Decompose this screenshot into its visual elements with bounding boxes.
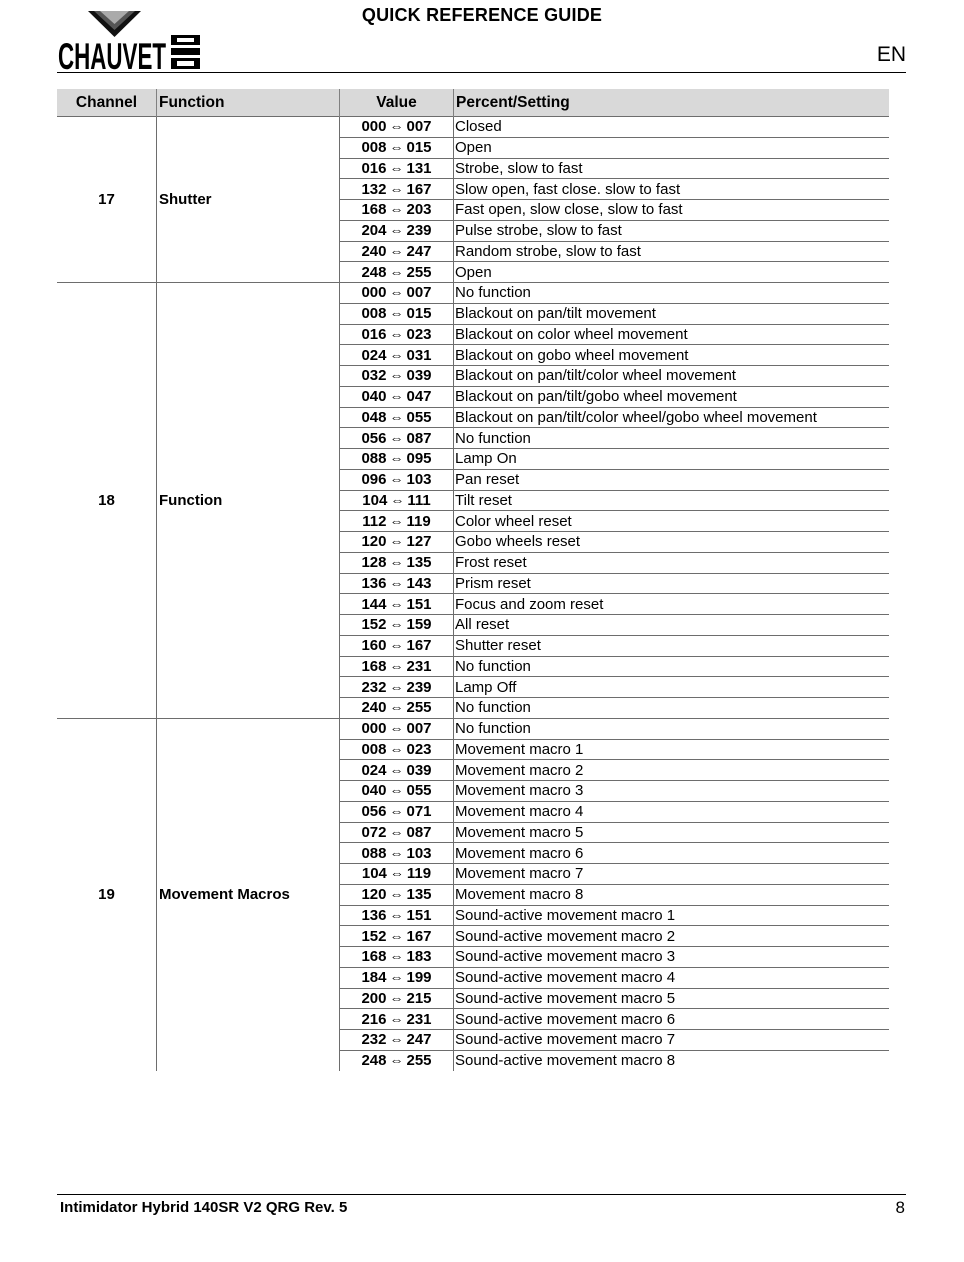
- range-arrow-icon: ⇔: [389, 886, 404, 903]
- setting-description: Movement macro 8: [454, 884, 890, 905]
- range-start: 168: [361, 201, 387, 219]
- range-end: 151: [406, 906, 432, 924]
- table-row: [57, 718, 889, 739]
- value-range: [340, 283, 454, 304]
- range-end: 239: [406, 222, 432, 240]
- setting-description: Strobe, slow to fast: [454, 158, 890, 179]
- range-arrow-icon: ⇔: [389, 512, 404, 529]
- value-range: [340, 1030, 454, 1051]
- range-end: 247: [406, 242, 432, 260]
- range-arrow-icon: ⇔: [389, 450, 404, 467]
- column-header-function: Function: [157, 89, 340, 117]
- range-start: 032: [361, 367, 387, 385]
- value-range: [340, 407, 454, 428]
- range-start: 104: [361, 865, 387, 883]
- value-range: [340, 615, 454, 636]
- table-header-row: [57, 89, 889, 117]
- range-end: 071: [406, 803, 432, 821]
- setting-description: Pan reset: [454, 469, 890, 490]
- value-range: [340, 117, 454, 138]
- value-range: [340, 988, 454, 1009]
- range-arrow-icon: ⇔: [389, 927, 404, 944]
- range-end: 183: [406, 948, 432, 966]
- range-start: 072: [361, 823, 387, 841]
- range-end: 007: [406, 284, 432, 302]
- value-range: [340, 552, 454, 573]
- channel-function: Function: [157, 283, 340, 719]
- value-range: [340, 1050, 454, 1070]
- range-arrow-icon: ⇔: [389, 429, 404, 446]
- value-range: [340, 200, 454, 221]
- range-start: 088: [361, 844, 387, 862]
- setting-description: Movement macro 5: [454, 822, 890, 843]
- table-body: [57, 117, 889, 1071]
- range-arrow-icon: ⇔: [389, 574, 404, 591]
- range-start: 184: [361, 969, 387, 987]
- range-end: 087: [406, 823, 432, 841]
- range-arrow-icon: ⇔: [389, 263, 404, 280]
- range-start: 000: [361, 284, 387, 302]
- range-end: 131: [406, 159, 432, 177]
- setting-description: Blackout on pan/tilt movement: [454, 303, 890, 324]
- range-arrow-icon: ⇔: [389, 1010, 404, 1027]
- value-range: [340, 635, 454, 656]
- value-range: [340, 822, 454, 843]
- range-end: 007: [406, 118, 432, 136]
- range-arrow-icon: ⇔: [389, 948, 404, 965]
- range-arrow-icon: ⇔: [389, 823, 404, 840]
- setting-description: Sound-active movement macro 1: [454, 905, 890, 926]
- value-range: [340, 345, 454, 366]
- range-end: 031: [406, 346, 432, 364]
- channel-number: 19: [57, 718, 157, 1070]
- range-start: 008: [361, 139, 387, 157]
- range-arrow-icon: ⇔: [389, 969, 404, 986]
- setting-description: No function: [454, 718, 890, 739]
- range-end: 039: [406, 367, 432, 385]
- setting-description: Sound-active movement macro 5: [454, 988, 890, 1009]
- setting-description: Blackout on gobo wheel movement: [454, 345, 890, 366]
- setting-description: Gobo wheels reset: [454, 532, 890, 553]
- value-range: [340, 698, 454, 719]
- value-range: [340, 573, 454, 594]
- range-end: 127: [406, 533, 432, 551]
- range-end: 135: [406, 886, 432, 904]
- value-range: [340, 739, 454, 760]
- setting-description: Tilt reset: [454, 490, 890, 511]
- range-end: 047: [406, 388, 432, 406]
- value-range: [340, 428, 454, 449]
- setting-description: Sound-active movement macro 2: [454, 926, 890, 947]
- value-range: [340, 469, 454, 490]
- range-arrow-icon: ⇔: [389, 346, 404, 363]
- value-range: [340, 532, 454, 553]
- range-end: 015: [406, 139, 432, 157]
- range-arrow-icon: ⇔: [389, 678, 404, 695]
- setting-description: Prism reset: [454, 573, 890, 594]
- range-arrow-icon: ⇔: [389, 408, 404, 425]
- setting-description: No function: [455, 699, 531, 717]
- range-arrow-icon: ⇔: [389, 989, 404, 1006]
- range-start: 168: [361, 657, 387, 675]
- range-start: 016: [361, 325, 387, 343]
- range-start: 120: [361, 533, 387, 551]
- range-start: 240: [361, 242, 387, 260]
- setting-description: No function: [454, 428, 890, 449]
- range-start: 132: [361, 180, 387, 198]
- range-start: 248: [361, 263, 387, 281]
- range-end: 255: [406, 699, 432, 717]
- range-arrow-icon: ⇔: [389, 222, 404, 239]
- channel-number: 18: [57, 283, 157, 719]
- setting-description: Open: [455, 263, 492, 281]
- range-end: 167: [406, 637, 432, 655]
- range-arrow-icon: ⇔: [389, 720, 404, 737]
- column-header-setting: Percent/Setting: [454, 89, 890, 117]
- range-end: 151: [406, 595, 432, 613]
- value-range: [340, 947, 454, 968]
- range-arrow-icon: ⇔: [390, 491, 405, 508]
- range-arrow-icon: ⇔: [389, 595, 404, 612]
- value-range: [340, 137, 454, 158]
- range-start: 008: [361, 305, 387, 323]
- range-end: 247: [406, 1031, 432, 1049]
- range-arrow-icon: ⇔: [389, 865, 404, 882]
- range-start: 204: [361, 222, 387, 240]
- range-start: 248: [361, 1052, 387, 1070]
- channel-function: Movement Macros: [157, 718, 340, 1070]
- range-start: 000: [361, 118, 387, 136]
- setting-description: Sound-active movement macro 8: [455, 1052, 676, 1070]
- page-number: 8: [895, 1198, 905, 1217]
- setting-description: Focus and zoom reset: [454, 594, 890, 615]
- range-start: 128: [361, 554, 387, 572]
- range-end: 231: [406, 1010, 432, 1028]
- range-end: 199: [406, 969, 432, 987]
- range-end: 087: [406, 429, 432, 447]
- setting-description: Slow open, fast close. slow to fast: [454, 179, 890, 200]
- range-arrow-icon: ⇔: [389, 844, 404, 861]
- range-arrow-icon: ⇔: [389, 782, 404, 799]
- range-end: 007: [406, 720, 432, 738]
- range-start: 152: [361, 927, 387, 945]
- range-start: 240: [361, 699, 387, 717]
- setting-description: Pulse strobe, slow to fast: [454, 220, 890, 241]
- range-arrow-icon: ⇔: [389, 325, 404, 342]
- range-arrow-icon: ⇔: [389, 180, 404, 197]
- setting-description: Sound-active movement macro 4: [454, 967, 890, 988]
- range-start: 232: [361, 1031, 387, 1049]
- range-arrow-icon: ⇔: [389, 139, 404, 156]
- setting-description: Blackout on color wheel movement: [454, 324, 890, 345]
- range-arrow-icon: ⇔: [389, 1052, 404, 1069]
- value-range: [340, 781, 454, 802]
- setting-description: Movement macro 7: [454, 864, 890, 885]
- range-end: 055: [406, 408, 432, 426]
- range-arrow-icon: ⇔: [389, 761, 404, 778]
- value-range: [340, 884, 454, 905]
- range-arrow-icon: ⇔: [389, 699, 404, 716]
- setting-description: Open: [454, 137, 890, 158]
- value-range: [340, 801, 454, 822]
- range-start: 056: [361, 803, 387, 821]
- setting-description: Lamp Off: [454, 677, 890, 698]
- value-range: [340, 262, 454, 283]
- value-range: [340, 511, 454, 532]
- setting-description: Movement macro 2: [454, 760, 890, 781]
- setting-description: No function: [454, 283, 890, 304]
- range-start: 088: [361, 450, 387, 468]
- channel-function: Shutter: [157, 117, 340, 283]
- value-range: [340, 179, 454, 200]
- setting-description: Movement macro 4: [454, 801, 890, 822]
- range-start: 136: [361, 574, 387, 592]
- range-end: 103: [406, 471, 432, 489]
- range-end: 023: [406, 740, 432, 758]
- range-arrow-icon: ⇔: [389, 616, 404, 633]
- range-arrow-icon: ⇔: [389, 906, 404, 923]
- setting-description: Sound-active movement macro 3: [454, 947, 890, 968]
- range-end: 015: [406, 305, 432, 323]
- range-start: 232: [361, 678, 387, 696]
- setting-description: Blackout on pan/tilt/gobo wheel movement: [454, 386, 890, 407]
- value-range: [340, 324, 454, 345]
- range-start: 056: [361, 429, 387, 447]
- table-row: [57, 117, 889, 138]
- value-range: [340, 926, 454, 947]
- setting-description: Movement macro 3: [454, 781, 890, 802]
- setting-description: Random strobe, slow to fast: [454, 241, 890, 262]
- value-range: [340, 158, 454, 179]
- range-start: 096: [361, 471, 387, 489]
- setting-description: Blackout on pan/tilt/color wheel/gobo wheel movement: [454, 407, 890, 428]
- range-start: 040: [361, 388, 387, 406]
- range-start: 216: [361, 1010, 387, 1028]
- setting-description: Movement macro 6: [454, 843, 890, 864]
- range-end: 231: [406, 657, 432, 675]
- value-range: [340, 905, 454, 926]
- svg-text:CHAUVET: CHAUVET: [58, 36, 167, 77]
- range-arrow-icon: ⇔: [389, 1031, 404, 1048]
- range-end: 095: [406, 450, 432, 468]
- range-end: 167: [406, 180, 432, 198]
- setting-description: Closed: [454, 117, 890, 138]
- range-end: 159: [406, 616, 432, 634]
- channel-number: 17: [57, 117, 157, 283]
- value-range: [340, 656, 454, 677]
- dmx-channel-table: [57, 89, 889, 1071]
- setting-description: All reset: [454, 615, 890, 636]
- range-start: 008: [361, 740, 387, 758]
- range-end: 103: [406, 844, 432, 862]
- range-arrow-icon: ⇔: [389, 367, 404, 384]
- value-range: [340, 718, 454, 739]
- range-start: 024: [361, 761, 387, 779]
- value-range: [340, 1009, 454, 1030]
- value-range: [340, 864, 454, 885]
- range-start: 200: [361, 989, 387, 1007]
- value-range: [340, 760, 454, 781]
- setting-description: Blackout on pan/tilt/color wheel movement: [454, 366, 890, 387]
- language-code: EN: [876, 43, 906, 66]
- range-end: 119: [406, 865, 432, 883]
- range-end: 203: [406, 201, 432, 219]
- range-start: 024: [361, 346, 387, 364]
- value-range: [340, 220, 454, 241]
- table-row: [57, 283, 889, 304]
- range-arrow-icon: ⇔: [389, 740, 404, 757]
- setting-description: Color wheel reset: [454, 511, 890, 532]
- value-range: [340, 967, 454, 988]
- range-arrow-icon: ⇔: [389, 533, 404, 550]
- range-start: 040: [361, 782, 387, 800]
- range-end: 119: [406, 512, 431, 530]
- range-start: 048: [361, 408, 387, 426]
- column-header-value: Value: [340, 89, 454, 117]
- range-start: 144: [361, 595, 387, 613]
- value-range: [340, 843, 454, 864]
- range-end: 039: [406, 761, 432, 779]
- range-start: 016: [361, 159, 387, 177]
- value-range: [340, 241, 454, 262]
- range-arrow-icon: ⇔: [389, 242, 404, 259]
- range-end: 111: [407, 491, 431, 509]
- setting-description: No function: [454, 656, 890, 677]
- range-arrow-icon: ⇔: [389, 305, 404, 322]
- setting-description: Frost reset: [454, 552, 890, 573]
- range-arrow-icon: ⇔: [389, 554, 404, 571]
- range-end: 215: [406, 989, 432, 1007]
- range-arrow-icon: ⇔: [389, 159, 404, 176]
- setting-description: Sound-active movement macro 7: [454, 1030, 890, 1051]
- range-arrow-icon: ⇔: [389, 803, 404, 820]
- value-range: [340, 303, 454, 324]
- range-end: 055: [406, 782, 432, 800]
- value-range: [340, 490, 454, 511]
- range-start: 160: [361, 637, 387, 655]
- range-arrow-icon: ⇔: [389, 118, 404, 135]
- value-range: [340, 449, 454, 470]
- range-end: 255: [406, 1052, 432, 1070]
- range-start: 000: [361, 720, 387, 738]
- range-end: 255: [406, 263, 432, 281]
- range-arrow-icon: ⇔: [389, 657, 404, 674]
- range-end: 023: [406, 325, 432, 343]
- range-start: 168: [361, 948, 387, 966]
- setting-description: Shutter reset: [454, 635, 890, 656]
- range-arrow-icon: ⇔: [389, 201, 404, 218]
- footer-divider: [57, 1194, 906, 1195]
- range-end: 239: [406, 678, 432, 696]
- setting-description: Sound-active movement macro 6: [454, 1009, 890, 1030]
- range-end: 167: [406, 927, 432, 945]
- range-end: 135: [406, 554, 432, 572]
- document-title: QUICK REFERENCE GUIDE: [361, 5, 603, 25]
- range-arrow-icon: ⇔: [389, 637, 404, 654]
- setting-description: Fast open, slow close, slow to fast: [454, 200, 890, 221]
- column-header-channel: Channel: [57, 89, 157, 117]
- range-end: 143: [406, 574, 432, 592]
- range-start: 112: [362, 512, 387, 530]
- setting-description: Movement macro 1: [454, 739, 890, 760]
- range-start: 120: [361, 886, 387, 904]
- value-range: [340, 366, 454, 387]
- range-start: 152: [361, 616, 387, 634]
- range-start: 136: [361, 906, 387, 924]
- range-arrow-icon: ⇔: [389, 388, 404, 405]
- range-start: 104: [362, 491, 388, 509]
- value-range: [340, 594, 454, 615]
- footer-document-title: Intimidator Hybrid 140SR V2 QRG Rev. 5: [60, 1199, 348, 1216]
- range-arrow-icon: ⇔: [389, 284, 404, 301]
- range-arrow-icon: ⇔: [389, 471, 404, 488]
- setting-description: Lamp On: [454, 449, 890, 470]
- header-divider: [57, 72, 906, 73]
- value-range: [340, 386, 454, 407]
- value-range: [340, 677, 454, 698]
